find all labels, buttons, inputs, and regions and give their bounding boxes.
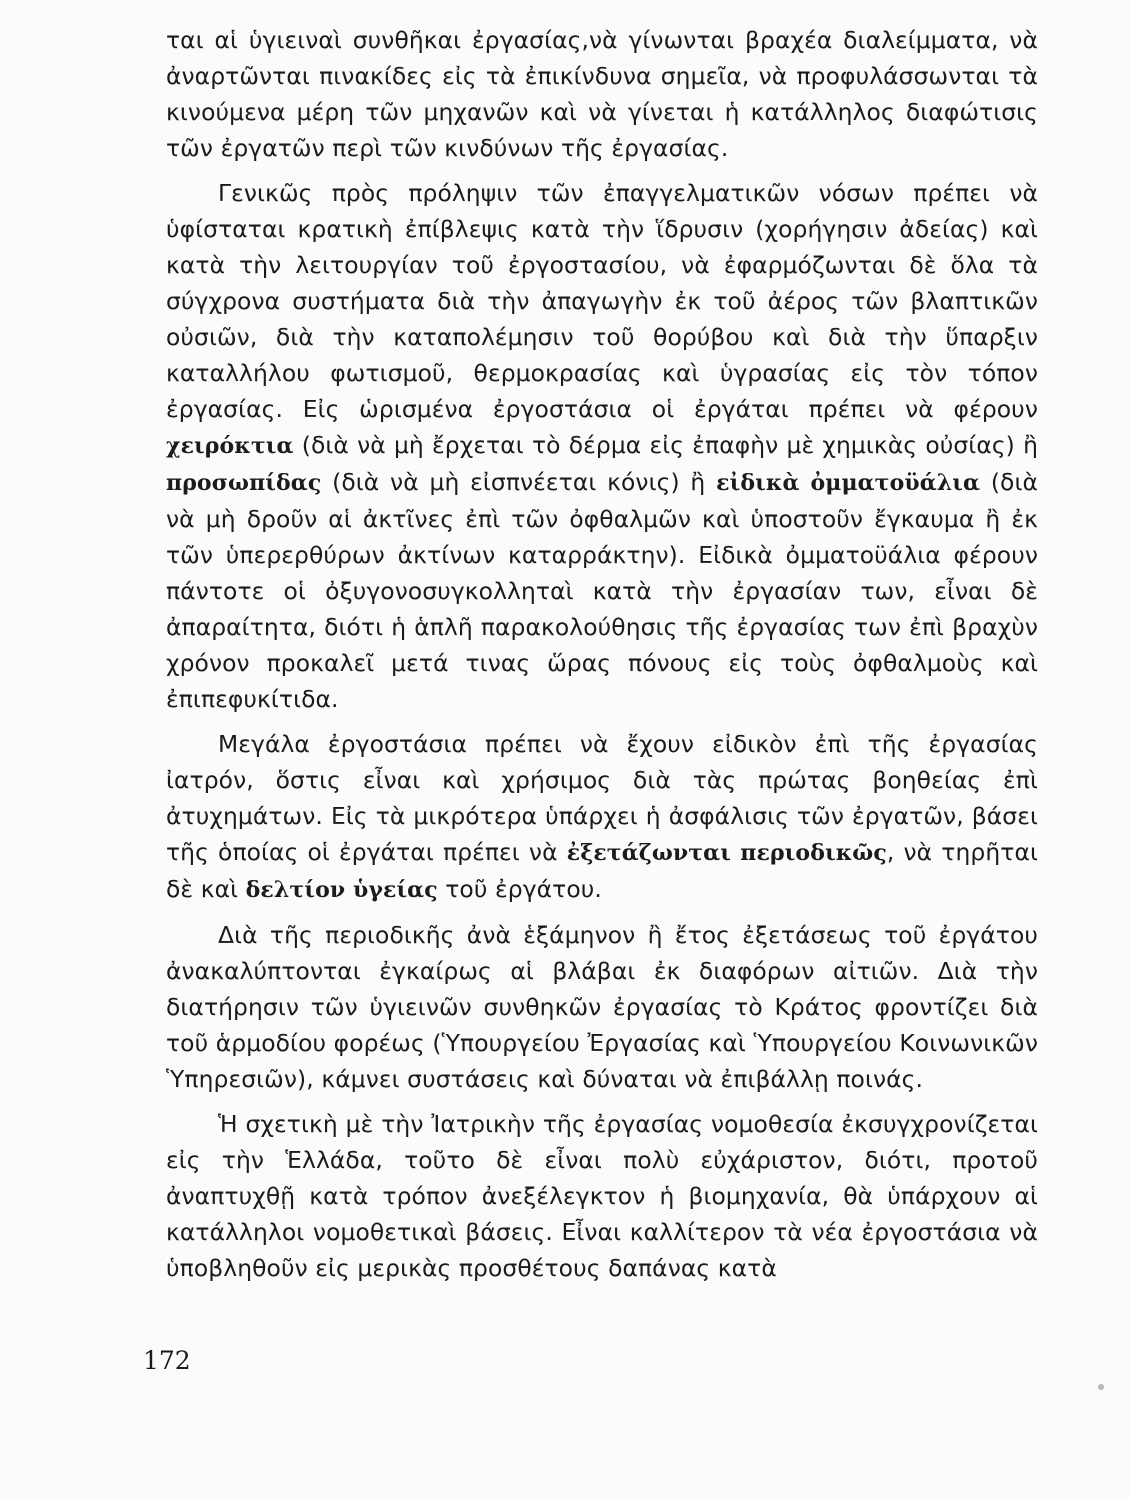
paragraph	[166, 1106, 1038, 1286]
text-run: ται αἱ ὑγιειναὶ συνθῆκαι ἐργασίας,νὰ γίνωνται βραχέα διαλείμματα, νὰ ἀναρτῶνται πινακίδες εἰς τὰ ἐπικίνδυνα σημεῖα, νὰ προφυλάσσωνται τὰ κινούμενα μέρη τῶν μηχανῶν καὶ νὰ γίνεται ἡ κατάλληλος διαφώτισις τῶν ἐργατῶν περὶ τῶν κινδύνων τῆς ἐργασίας.	[166, 26, 1038, 162]
text-run: , νὰ τηρῆται δὲ καὶ	[166, 838, 1038, 903]
paragraph	[166, 917, 1038, 1097]
text-run: τοῦ ἐργάτου.	[437, 875, 602, 903]
body-text	[166, 22, 1038, 1286]
text-run: (διὰ νὰ μὴ ἔρχεται τὸ δέρμα εἰς ἐπαφὴν μὲ χημικὰς οὐσίας) ἢ	[293, 431, 1038, 459]
paragraph	[166, 726, 1038, 908]
text-run: Ἡ σχετικὴ μὲ τὴν Ἰατρικὴν τῆς ἐργασίας νομοθεσία ἐκσυγχρονίζεται εἰς τὴν Ἑλλάδα, τοῦτο δὲ εἶναι πολὺ εὐχάριστον, διότι, προτοῦ ἀναπτυχθῇ κατὰ τρόπον ἀνεξέλεγκτον ἡ βιομηχανία, θὰ ὑπάρχουν αἱ κατάλληλοι νομοθετικαὶ βάσεις. Εἶναι καλλίτερον τὰ νέα ἐργοστάσια νὰ ὑποβληθοῦν εἰς μερικὰς προσθέτους δαπάνας κατὰ	[166, 1110, 1038, 1282]
paragraph	[166, 22, 1038, 166]
emphasized-term: δελτίον ὑγείας	[245, 877, 438, 903]
paper-speck	[1098, 1384, 1104, 1390]
page-number: 172	[143, 1346, 191, 1375]
text-run: Διὰ τῆς περιοδικῆς ἀνὰ ἑξάμηνον ἢ ἔτος ἐξετάσεως τοῦ ἐργάτου ἀνακαλύπτονται ἐγκαίρως αἱ βλάβαι ἐκ διαφόρων αἰτιῶν. Διὰ τὴν διατήρησιν τῶν ὑγιεινῶν συνθηκῶν ἐργασίας τὸ Κράτος φροντίζει διὰ τοῦ ἁρμοδίου φορέως (Ὑπουργείου Ἐργασίας καὶ Ὑπουργείου Κοινωνικῶν Ὑπηρεσιῶν), κάμνει συστάσεις καὶ δύναται νὰ ἐπιβάλλῃ ποινάς.	[166, 921, 1038, 1093]
text-run: Γενικῶς πρὸς πρόληψιν τῶν ἐπαγγελματικῶν νόσων πρέπει νὰ ὑφίσταται κρατικὴ ἐπίβλεψις κατὰ τὴν ἵδρυσιν (χορήγησιν ἀδείας) καὶ κατὰ τὴν λειτουργίαν τοῦ ἐργοστασίου, νὰ ἐφαρμόζωνται δὲ ὅλα τὰ σύγχρονα συστήματα διὰ τὴν ἀπαγωγὴν ἐκ τοῦ ἀέρος τῶν βλαπτικῶν οὐσιῶν, διὰ τὴν καταπολέμησιν τοῦ θορύβου καὶ διὰ τὴν ὕπαρξιν καταλλήλου φωτισμοῦ, θερμοκρασίας καὶ ὑγρασίας εἰς τὸν τόπον ἐργασίας. Εἰς ὡρισμένα ἐργοστάσια οἱ ἐργάται πρέπει νὰ φέρουν	[166, 179, 1038, 423]
emphasized-term: προσωπίδας	[166, 470, 322, 496]
emphasized-term: χειρόκτια	[166, 433, 294, 459]
emphasized-term: ἐξετάζωνται περιοδικῶς	[566, 840, 887, 866]
text-run: (διὰ νὰ μὴ δροῦν αἱ ἀκτῖνες ἐπὶ τῶν ὀφθαλμῶν καὶ ὑποστοῦν ἔγκαυμα ἢ ἐκ τῶν ὑπερερθύρων ἀκτίνων καταρράκτην). Εἰδικὰ ὀμματοϋάλια φέρουν πάντοτε οἱ ὀξυγονοσυγκολληταὶ κατὰ τὴν ἐργασίαν των, εἶναι δὲ ἀπαραίτητα, διότι ἡ ἁπλῆ παρακολούθησις τῆς ἐργασίας των ἐπὶ βραχὺν χρόνον προκαλεῖ μετά τινας ὥρας πόνους εἰς τοὺς ὀφθαλμοὺς καὶ ἐπιπεφυκίτιδα.	[166, 468, 1038, 713]
emphasized-term: εἰδικὰ ὀμματοϋάλια	[716, 470, 981, 496]
paragraph	[166, 175, 1038, 717]
text-run: Μεγάλα ἐργοστάσια πρέπει νὰ ἔχουν εἰδικὸν ἐπὶ τῆς ἐργασίας ἰατρόν, ὅστις εἶναι καὶ χρήσιμος διὰ τὰς πρώτας βοηθείας ἐπὶ ἀτυχημάτων. Εἰς τὰ μικρότερα ὑπάρχει ἡ ἀσφάλισις τῶν ἐργατῶν, βάσει τῆς ὁποίας οἱ ἐργάται πρέπει νὰ	[166, 730, 1038, 866]
text-run: (διὰ νὰ μὴ εἰσπνέεται κόνις) ἢ	[321, 468, 717, 496]
